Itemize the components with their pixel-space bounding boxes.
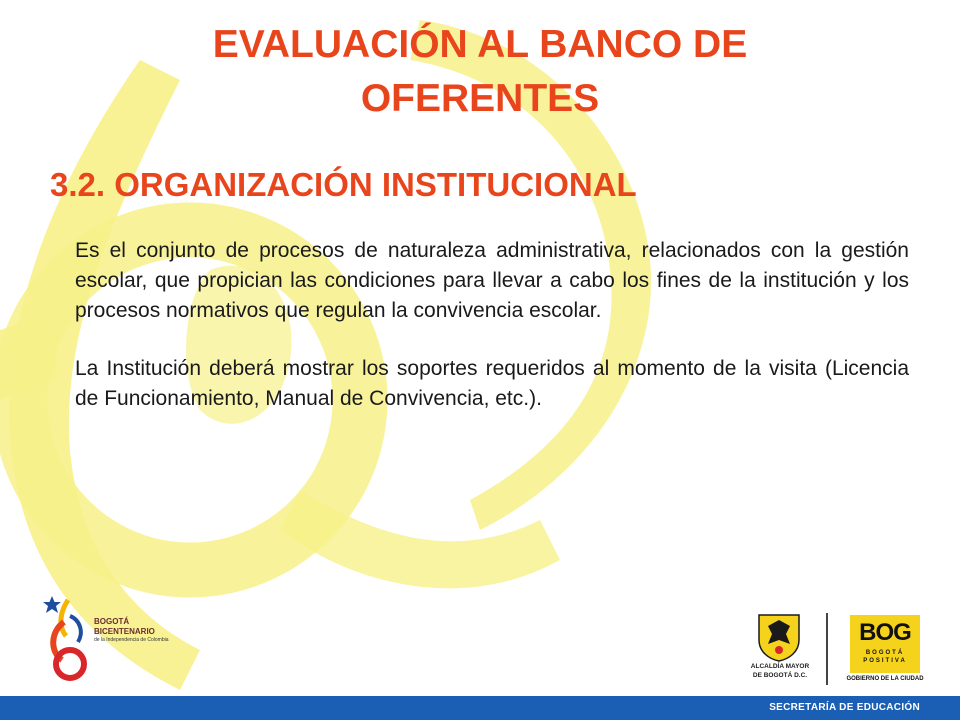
bicentenario-label [94,617,169,644]
logo-divider [826,613,828,685]
bogota-positiva-tagline: GOBIERNO DE LA CIUDAD [846,676,924,682]
bicentenario-swirl-top [61,600,68,636]
bogota-positiva-mark: BOG [859,619,911,646]
alcaldia-line2: DE BOGOTÁ D.C. [752,672,808,679]
bogota-positiva-word1: BOGOTÁ [865,650,905,656]
section-heading: 3.2. ORGANIZACIÓN INSTITUCIONAL [50,166,637,203]
bicentenario-swirl-blue [70,616,81,642]
bicentenario-logo [40,592,96,684]
bicentenario-line2: BICENTENARIO [94,627,155,636]
bicentenario-line3: de la Independencia de Colombia [94,637,169,643]
page-title-line2: OFERENTES [360,77,600,120]
bogota-positiva-word2: POSITIVA [863,658,907,664]
paragraph-1: Es el conjunto de procesos de naturaleza administrativa, relacionados con la gestión escolar, que propician las condiciones para llevar a cabo los fines de la institución y los procesos normativos que regulan la convivencia escolar. [75,239,909,322]
bicentenario-line1: BOGOTÁ [94,617,130,626]
footer-label: SECRETARÍA DE EDUCACIÓN [769,702,920,713]
bogota-positiva-words [850,649,920,665]
page-title [100,18,860,126]
page-title-line1: EVALUACIÓN AL BANCO DE [212,23,748,66]
bogota-positiva-logo [850,615,920,673]
alcaldia-line1: ALCALDÍA MAYOR [750,663,810,670]
paragraph-2: La Institución deberá mostrar los soportes requeridos al momento de la visita (Licencia de Funcionamiento, Manual de Convivencia, etc.). [75,357,909,410]
star-icon [43,596,61,613]
bicentenario-circle [56,650,84,678]
body-text [75,236,909,442]
alcaldia-label [735,662,825,680]
alcaldia-shield-icon [756,612,802,662]
footer-bar [0,696,960,720]
